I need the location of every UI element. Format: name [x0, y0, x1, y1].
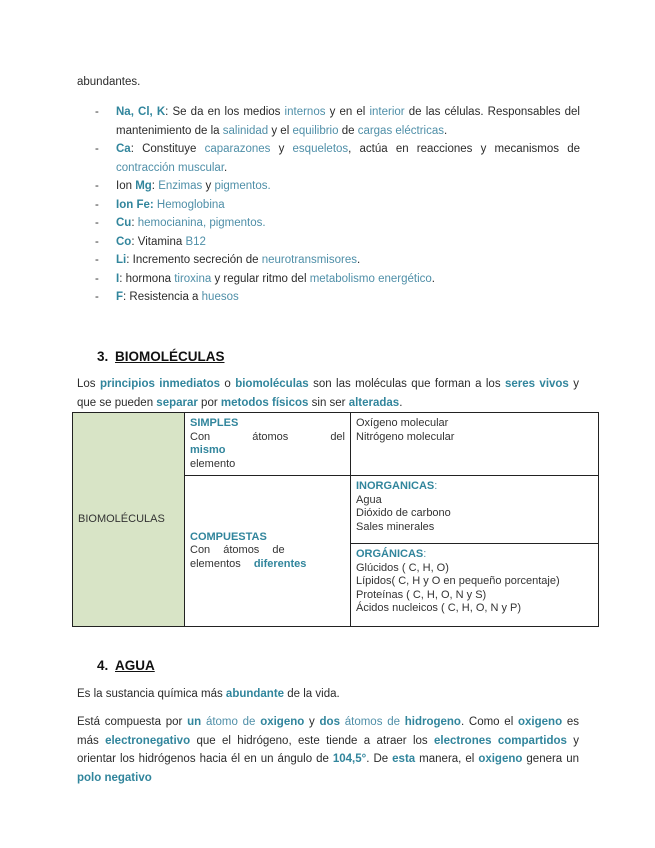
list-item: - Cu: hemocianina, pigmentos.	[95, 214, 580, 233]
list-item: - Na, Cl, K: Se da en los medios internos y en el interior de las células. Responsables del mantenimiento de la salinidad y el equilibrio de cargas eléctricas.	[95, 103, 580, 140]
section-3-heading: 3. BIOMOLÉCULAS	[97, 349, 225, 364]
list-item: - Ca: Constituye caparazones y esqueletos, actúa en reacciones y mecanismos de contracción muscular.	[95, 140, 580, 177]
list-item: - Co: Vitamina B12	[95, 233, 580, 252]
section-4-paragraph-2: Está compuesta por un átomo de oxigeno y dos átomos de hidrogeno. Como el oxigeno es más electronegativo que el hidrógeno, este tiende a atraer los electrones compartidos y orientar los hidrógenos hacia él en un ángulo de 104,5°. De esta manera, el oxigeno genera un polo negativo	[77, 716, 580, 784]
minerals-list	[95, 103, 580, 307]
section-4-heading: 4. AGUA	[97, 658, 155, 673]
simples-cell: SIMPLES Con átomos del mismo elemento	[185, 413, 351, 476]
section-4-paragraph-1: Es la sustancia química más abundante de la vida.	[77, 688, 340, 700]
inorganicas-cell: INORGANICAS: Agua Dióxido de carbono Sales minerales	[351, 476, 599, 544]
list-item: - I: hormona tiroxina y regular ritmo del metabolismo energético.	[95, 270, 580, 289]
table-root-cell: BIOMOLÉCULAS	[73, 413, 185, 627]
list-item: - Ion Fe: Hemoglobina	[95, 196, 580, 215]
organicas-cell: ORGÁNICAS: Glúcidos ( C, H, O) Lípidos( C, H y O en pequeño porcentaje) Proteínas ( C, H, O, N y S) Ácidos nucleicos ( C, H, O, N y P)	[351, 544, 599, 627]
biomolecules-table	[72, 412, 599, 627]
list-item: - Li: Incremento secreción de neurotransmisores.	[95, 251, 580, 270]
section-3-paragraph: Los principios inmediatos o biomoléculas son las moléculas que forman a los seres vivos y que se pueden separar por metodos físicos sin ser alteradas.	[77, 378, 579, 409]
compuestas-cell: COMPUESTAS Con átomos de elementos diferentes	[185, 476, 351, 627]
list-item: - Ion Mg: Enzimas y pigmentos.	[95, 177, 580, 196]
simples-examples-cell: Oxígeno molecular Nitrógeno molecular	[351, 413, 599, 476]
list-item: - F: Resistencia a huesos	[95, 288, 580, 307]
intro-fragment: abundantes.	[77, 76, 141, 88]
